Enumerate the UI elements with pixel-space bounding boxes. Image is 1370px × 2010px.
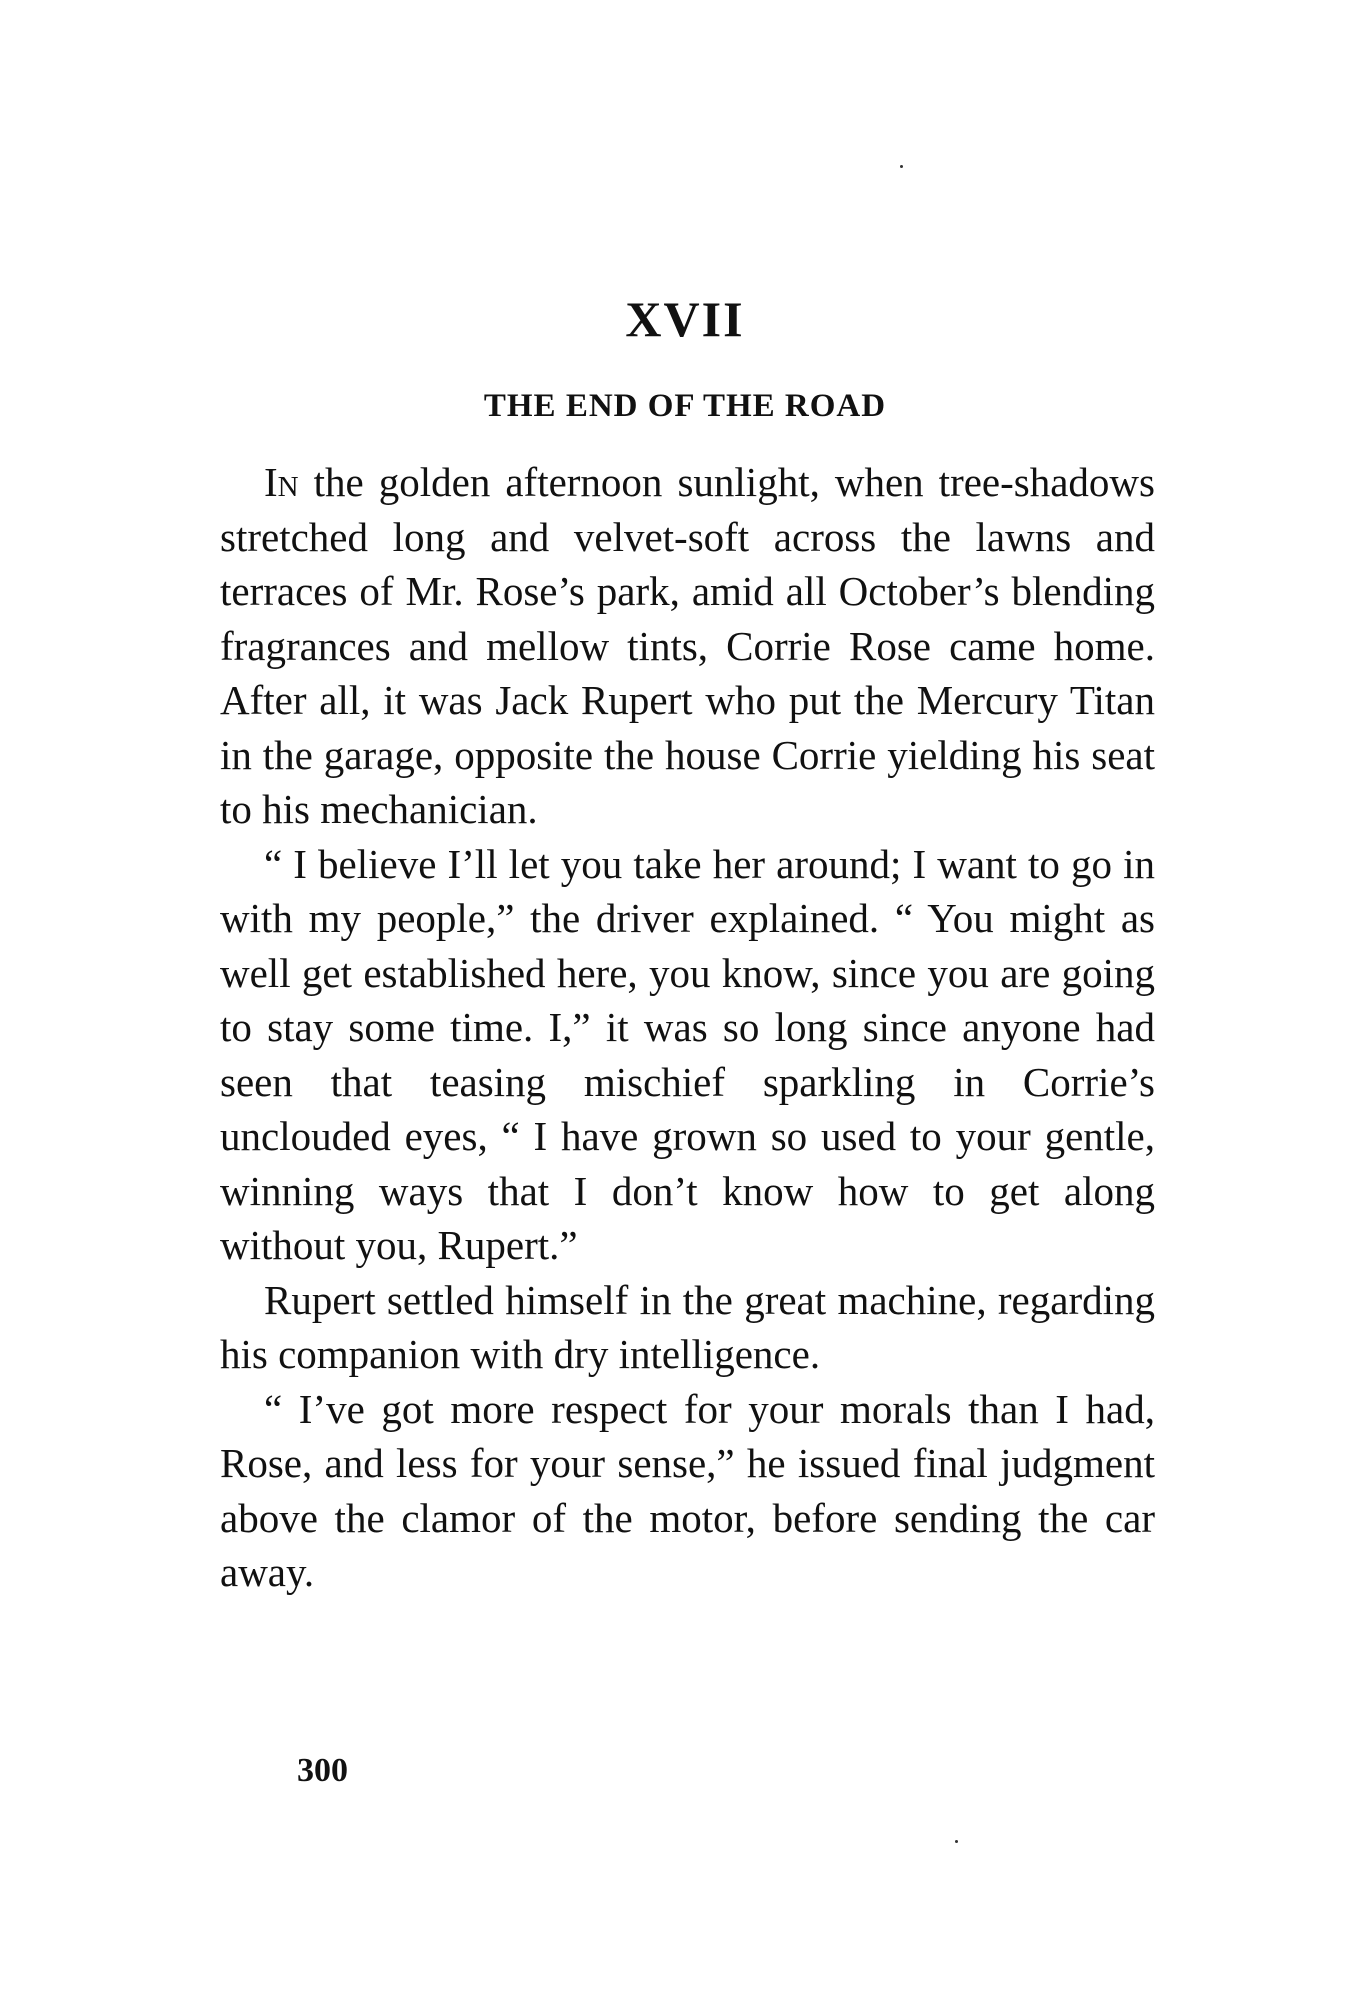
paragraph-3: Rupert settled himself in the great machine, regarding his companion with dry intelligence.	[220, 1276, 1155, 1377]
paragraph-4: “ I’ve got more respect for your morals than I had, Rose, and less for your sense,” he issued final judgment above the clamor of the motor, before sending the car away.	[220, 1385, 1155, 1595]
chapter-number: XVII	[625, 291, 745, 347]
paragraph-1	[220, 455, 1155, 837]
chapter-title: THE END OF THE ROAD	[483, 388, 887, 424]
paragraph-2: “ I believe I’ll let you take her around; I want to go in with my people,” the driver explained. “ You might as well get established here, you know, since you are going to stay some time. I,” it was so long since anyone had seen that teasing mischief sparkling in Corrie’s unclouded eyes, “ I have grown so used to your gentle, winning ways that I don’t know how to get along without you, Rupert.”	[220, 840, 1155, 1268]
paper-speck	[900, 165, 903, 168]
body-text	[220, 455, 1155, 1600]
paper-speck	[955, 1840, 958, 1843]
paragraph-lead: In	[264, 459, 299, 505]
page-number: 300	[297, 1752, 348, 1789]
paragraph-text: the golden afternoon sunlight, when tree-shadows stretched long and velvet-soft across the lawns and terraces of Mr. Rose’s park, amid all October’s blending fragrances and mellow tints, Corrie Rose came home. After all, it was Jack Rupert who put the Mercury Titan in the garage, opposite the house Corrie yielding his seat to his mechanician.	[220, 459, 1155, 832]
